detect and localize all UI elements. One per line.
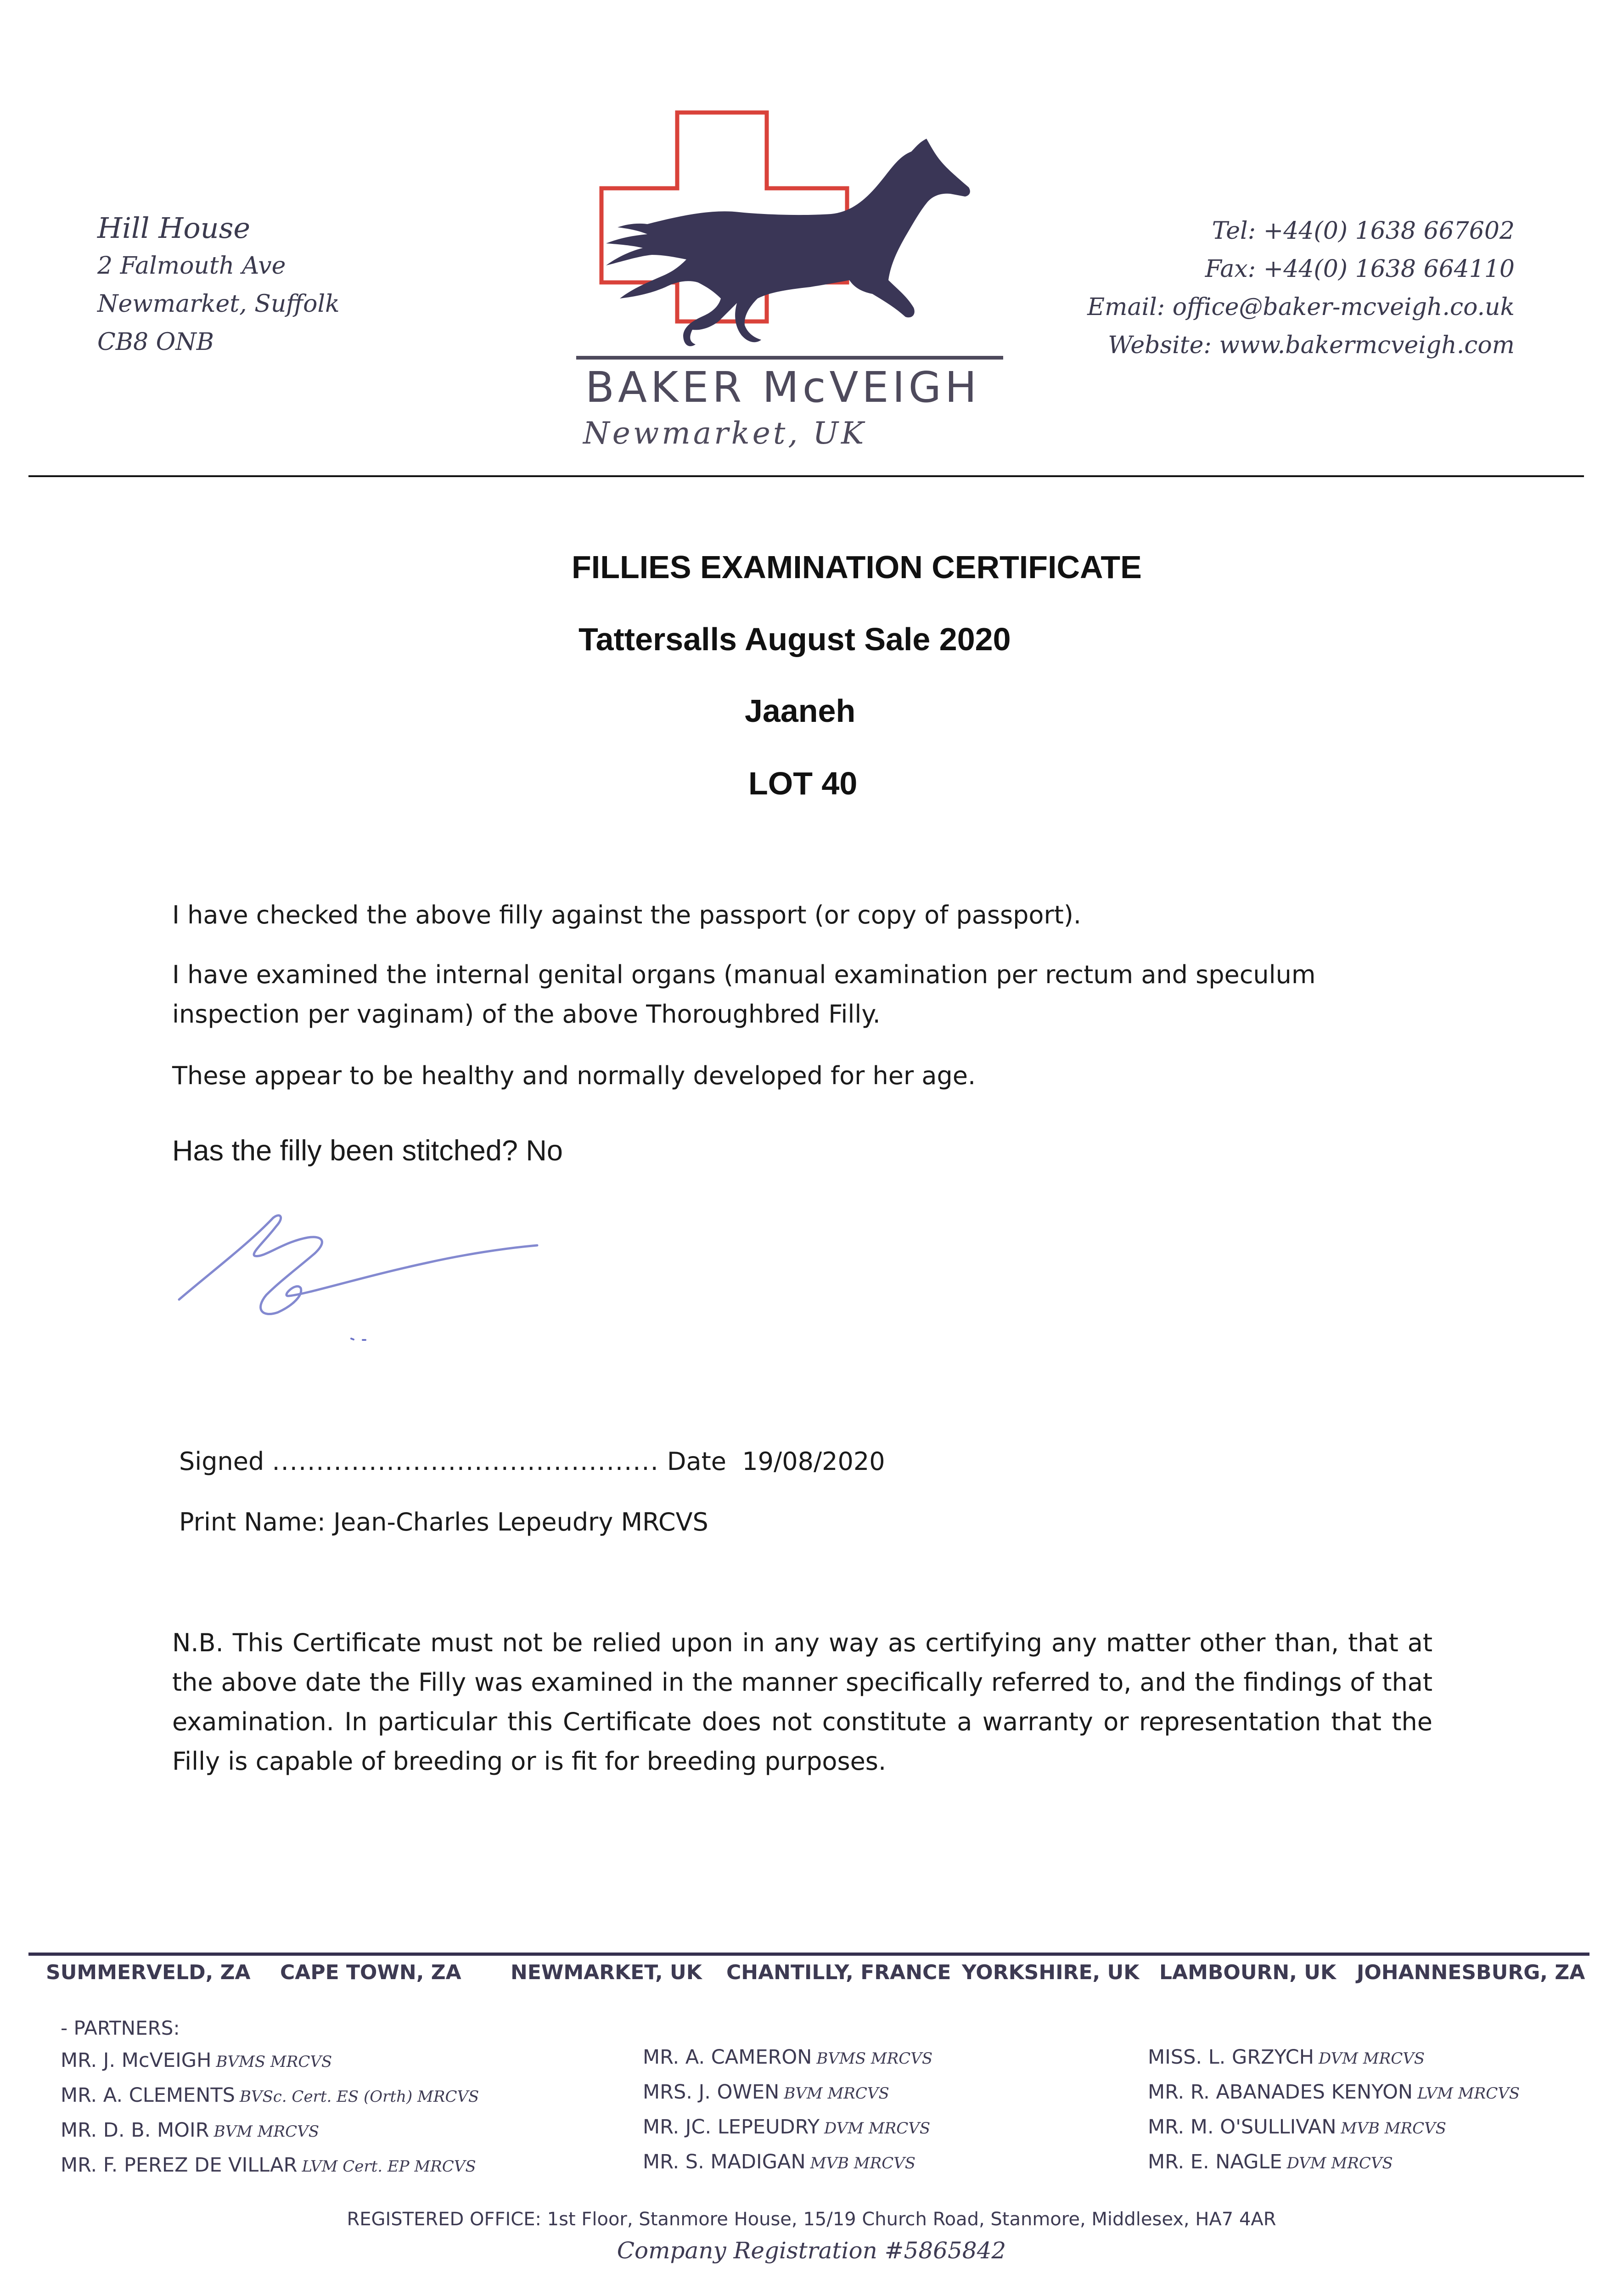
partner-entry — [643, 2116, 932, 2150]
header-divider — [28, 475, 1584, 477]
date-label: Date — [667, 1447, 726, 1476]
print-name: Jean-Charles Lepeudry MRCVS — [333, 1508, 708, 1536]
contact-details — [1087, 212, 1515, 365]
partner-entry — [61, 2154, 479, 2189]
partner-name: MR. F. PEREZ DE VILLAR — [61, 2154, 298, 2177]
sale-name: Tattersalls August Sale 2020 — [578, 621, 1011, 657]
partner-quals: MVB MRCVS — [1341, 2119, 1446, 2138]
date-value: 19/08/2020 — [742, 1447, 885, 1476]
location-item: CHANTILLY, FRANCE — [726, 1961, 951, 1984]
partners-column-2 — [643, 2046, 932, 2185]
sender-address — [97, 209, 340, 361]
brand-location: Newmarket, UK — [583, 416, 867, 451]
partner-name: MR. A. CAMERON — [643, 2046, 812, 2069]
partner-quals: MVB MRCVS — [810, 2154, 916, 2172]
partners-column-3 — [1148, 2046, 1520, 2185]
partner-name: MR. A. CLEMENTS — [61, 2084, 235, 2107]
partner-name: MISS. L. GRZYCH — [1148, 2046, 1314, 2069]
location-item: YORKSHIRE, UK — [962, 1961, 1140, 1984]
partner-quals: BVSc. Cert. ES (Orth) MRCVS — [239, 2088, 479, 2106]
examination-paragraph: I have examined the internal genital organs (manual examination per rectum and speculum inspection per vaginam) of the above Thoroughbred Filly. — [172, 960, 1316, 1029]
signature-line — [179, 1442, 1189, 1481]
signed-label: Signed — [179, 1447, 264, 1476]
partner-name: MR. M. O'SULLIVAN — [1148, 2116, 1337, 2138]
partner-name: MRS. J. OWEN — [643, 2081, 780, 2104]
findings-paragraph: These appear to be healthy and normally developed for her age. — [172, 1061, 976, 1090]
horse-name: Jaaneh — [745, 693, 856, 729]
lot-number: LOT 40 — [748, 765, 858, 801]
stitched-answer: Has the filly been stitched? No — [172, 1135, 563, 1167]
partner-name: MR. E. NAGLE — [1148, 2150, 1282, 2173]
contact-fax: Fax: +44(0) 1638 664110 — [1205, 255, 1515, 283]
location-item: NEWMARKET, UK — [511, 1961, 702, 1984]
handwritten-signature — [170, 1199, 569, 1355]
partner-quals: DVM MRCVS — [1318, 2049, 1425, 2068]
contact-website[interactable]: Website: www.bakermcveigh.com — [1108, 332, 1515, 359]
location-item: SUMMERVELD, ZA — [46, 1961, 251, 1984]
partners-heading: - PARTNERS: — [61, 2017, 180, 2039]
partner-name: MR. JC. LEPEUDRY — [643, 2116, 820, 2138]
disclaimer-paragraph: N.B. This Certificate must not be relied upon in any way as certifying any matter other than, that at the above date the Filly was examined in the manner specifically referred to, and the findings of that examination. In particular this Certificate does not constitute a warranty or representation that the Filly is capable of breeding or is fit for breeding purposes. — [172, 1628, 1432, 1776]
footer-divider — [28, 1953, 1589, 1956]
partner-entry — [1148, 2081, 1520, 2116]
partner-entry — [643, 2150, 932, 2185]
partner-entry — [61, 2119, 479, 2154]
contact-email[interactable]: Email: office@baker-mcveigh.co.uk — [1087, 293, 1515, 321]
address-line: CB8 ONB — [97, 328, 214, 356]
address-line: 2 Falmouth Ave — [97, 252, 286, 280]
partner-entry — [61, 2049, 479, 2084]
certificate-title: FILLIES EXAMINATION CERTIFICATE — [572, 549, 1142, 585]
company-registration: Company Registration #5865842 — [617, 2237, 1006, 2264]
signature-dots: ............................................ — [272, 1447, 659, 1476]
contact-phone: Tel: +44(0) 1638 667602 — [1212, 217, 1515, 245]
partner-name: MR. S. MADIGAN — [643, 2150, 806, 2173]
partner-entry — [643, 2046, 932, 2081]
partner-name: MR. J. McVEIGH — [61, 2049, 212, 2072]
partner-entry — [1148, 2150, 1520, 2185]
partner-quals: LVM MRCVS — [1417, 2084, 1520, 2103]
galloping-horse-icon — [606, 139, 970, 346]
print-name-line — [179, 1503, 1189, 1542]
partner-entry — [643, 2081, 932, 2116]
address-line: Newmarket, Suffolk — [97, 290, 340, 318]
location-item: LAMBOURN, UK — [1159, 1961, 1337, 1984]
address-line: Hill House — [97, 211, 251, 245]
partner-name: MR. R. ABANADES KENYON — [1148, 2081, 1413, 2104]
partner-quals: BVM MRCVS — [213, 2122, 320, 2141]
partner-quals: BVMS MRCVS — [216, 2053, 332, 2071]
partner-quals: BVMS MRCVS — [816, 2049, 933, 2068]
partner-quals: BVM MRCVS — [784, 2084, 889, 2103]
location-item: CAPE TOWN, ZA — [280, 1961, 461, 1984]
location-item: JOHANNESBURG, ZA — [1357, 1961, 1585, 1984]
partner-entry — [1148, 2116, 1520, 2150]
print-name-label: Print Name: — [179, 1508, 326, 1536]
registered-office: REGISTERED OFFICE: 1st Floor, Stanmore House, 15/19 Church Road, Stanmore, Middlesex, HA7 4AR — [347, 2209, 1276, 2230]
partner-quals: LVM Cert. EP MRCVS — [302, 2157, 476, 2176]
partner-entry — [61, 2084, 479, 2119]
partners-column-1 — [61, 2049, 479, 2189]
partner-entry — [1148, 2046, 1520, 2081]
partner-name: MR. D. B. MOIR — [61, 2119, 209, 2142]
partner-quals: DVM MRCVS — [1286, 2154, 1393, 2172]
brand-name: BAKER McVEIGH — [585, 363, 981, 412]
passport-check-paragraph: I have checked the above filly against the passport (or copy of passport). — [172, 900, 1082, 929]
partner-quals: DVM MRCVS — [824, 2119, 931, 2138]
